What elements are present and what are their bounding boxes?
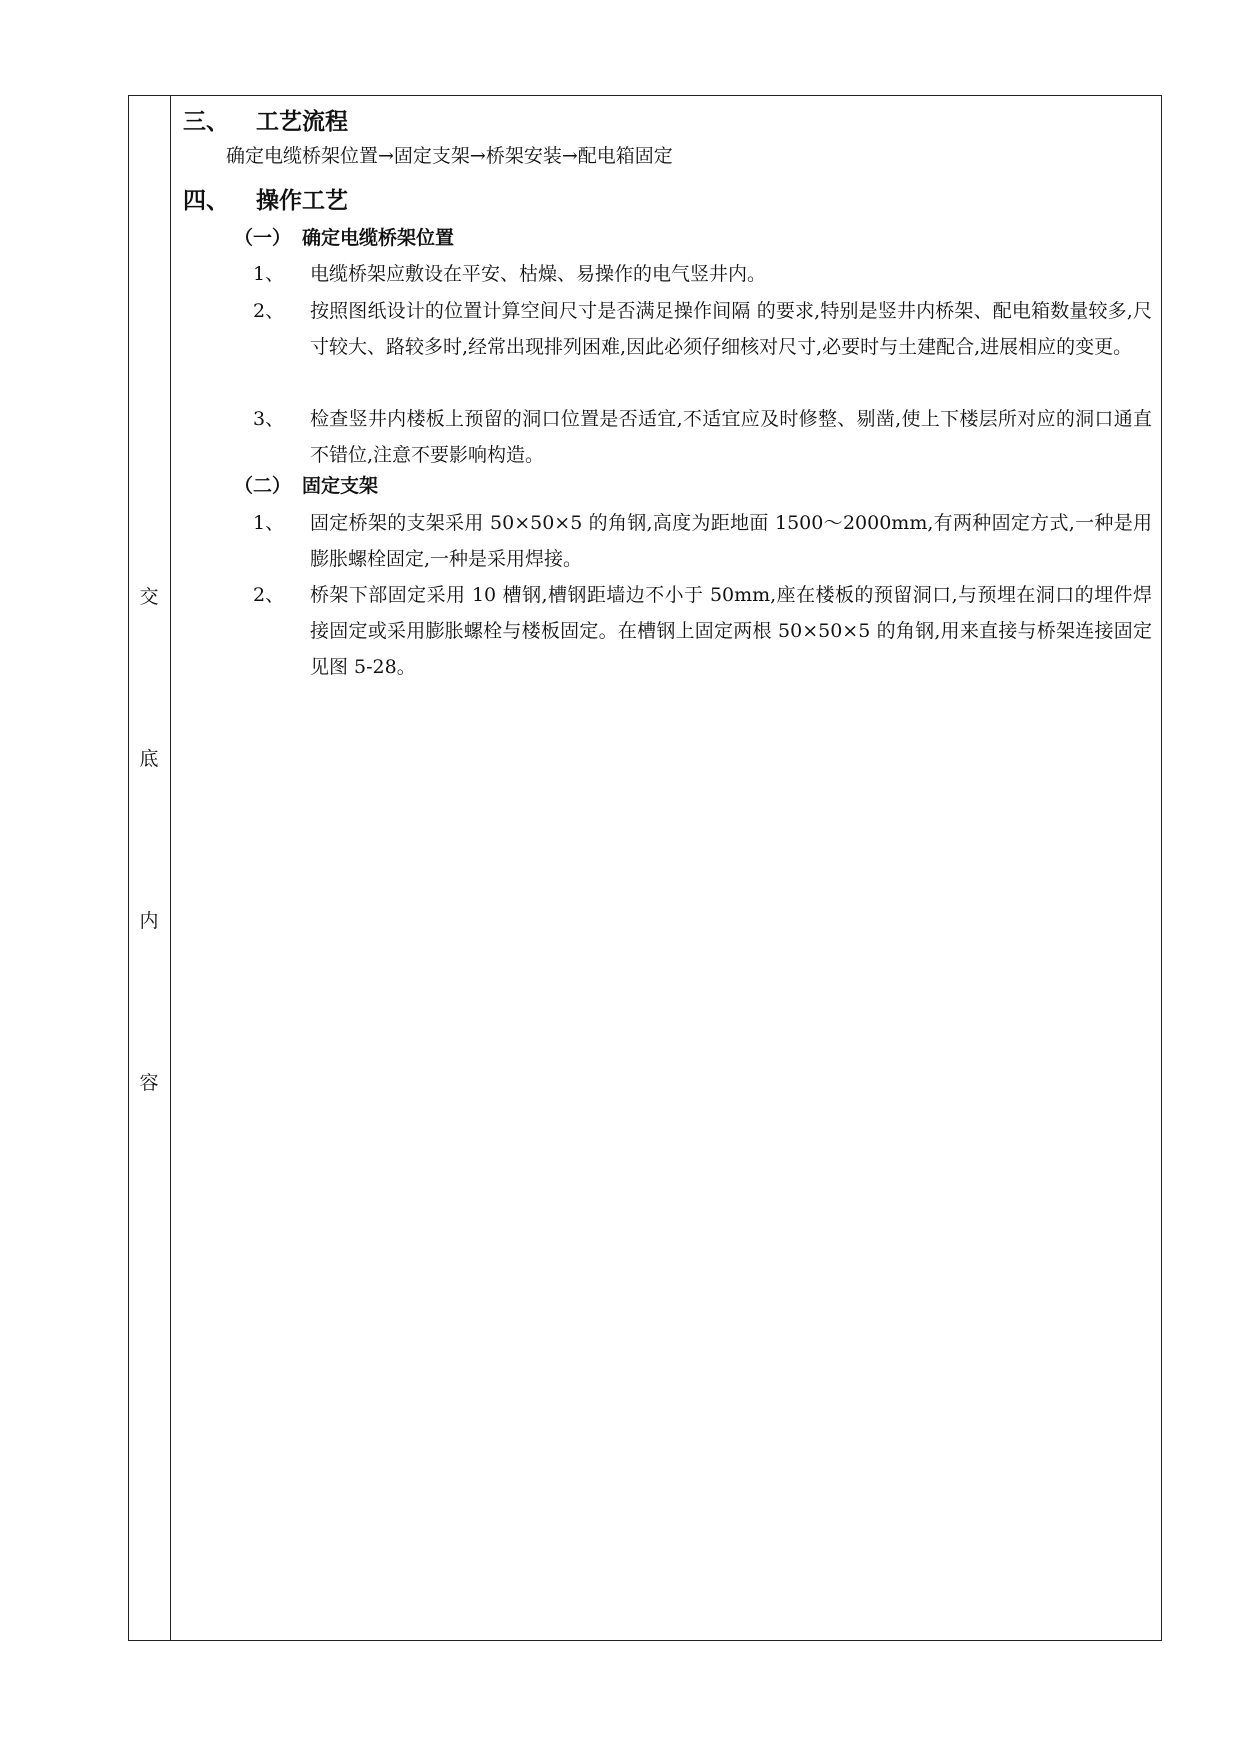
- list-item-text: 检查竖井内楼板上预留的洞口位置是否适宜,不适宜应及时修整、剔凿,使上下楼层所对应的洞口通直不错位,注意不要影响构造。: [310, 408, 1152, 466]
- subsection-2-title: 固定支架: [302, 475, 379, 497]
- subsection-1-title: 确定电缆桥架位置: [302, 227, 455, 249]
- side-label-char: 交: [139, 586, 159, 608]
- side-label-char: 内: [139, 910, 159, 932]
- list-item-text: 固定桥架的支架采用 50×50×5 的角钢,高度为距地面 1500～2000mm,有两种固定方式,一种是用膨胀螺栓固定,一种是采用焊接。: [310, 512, 1152, 570]
- side-label-char: 底: [139, 748, 159, 770]
- process-flow-text: 确定电缆桥架位置→固定支架→桥架安装→配电箱固定: [226, 145, 673, 167]
- section-4-title: 操作工艺: [256, 188, 348, 214]
- subsection-1-number: （一）: [234, 227, 292, 249]
- list-item-number: 1、: [253, 512, 285, 534]
- list-item-number: 2、: [253, 584, 285, 606]
- side-label-char: 容: [139, 1072, 159, 1094]
- section-4-number: 四、: [183, 188, 229, 214]
- subsection-2-number: （二）: [234, 475, 292, 497]
- list-item-text: 电缆桥架应敷设在平安、枯燥、易操作的电气竖井内。: [310, 263, 767, 285]
- list-item-number: 1、: [253, 263, 285, 285]
- section-3-title: 工艺流程: [256, 109, 348, 135]
- list-item-number: 3、: [253, 408, 285, 430]
- list-item-text: 按照图纸设计的位置计算空间尺寸是否满足操作间隔 的要求,特别是竖井内桥架、配电箱数量较多,尺寸较大、路较多时,经常出现排列困难,因此必须仔细核对尺寸,必要时与土建配合,进展相应的变更。: [310, 300, 1152, 358]
- section-3-number: 三、: [183, 109, 229, 135]
- list-item-text: 桥架下部固定采用 10 槽钢,槽钢距墙边不小于 50mm,座在楼板的预留洞口,与预埋在洞口的埋件焊接固定或采用膨胀螺栓与楼板固定。在槽钢上固定两根 50×50×5 的角钢,用来直接与桥架连接固定见图 5-28。: [310, 584, 1152, 678]
- column-divider: [170, 95, 171, 1641]
- list-item-number: 2、: [253, 300, 285, 322]
